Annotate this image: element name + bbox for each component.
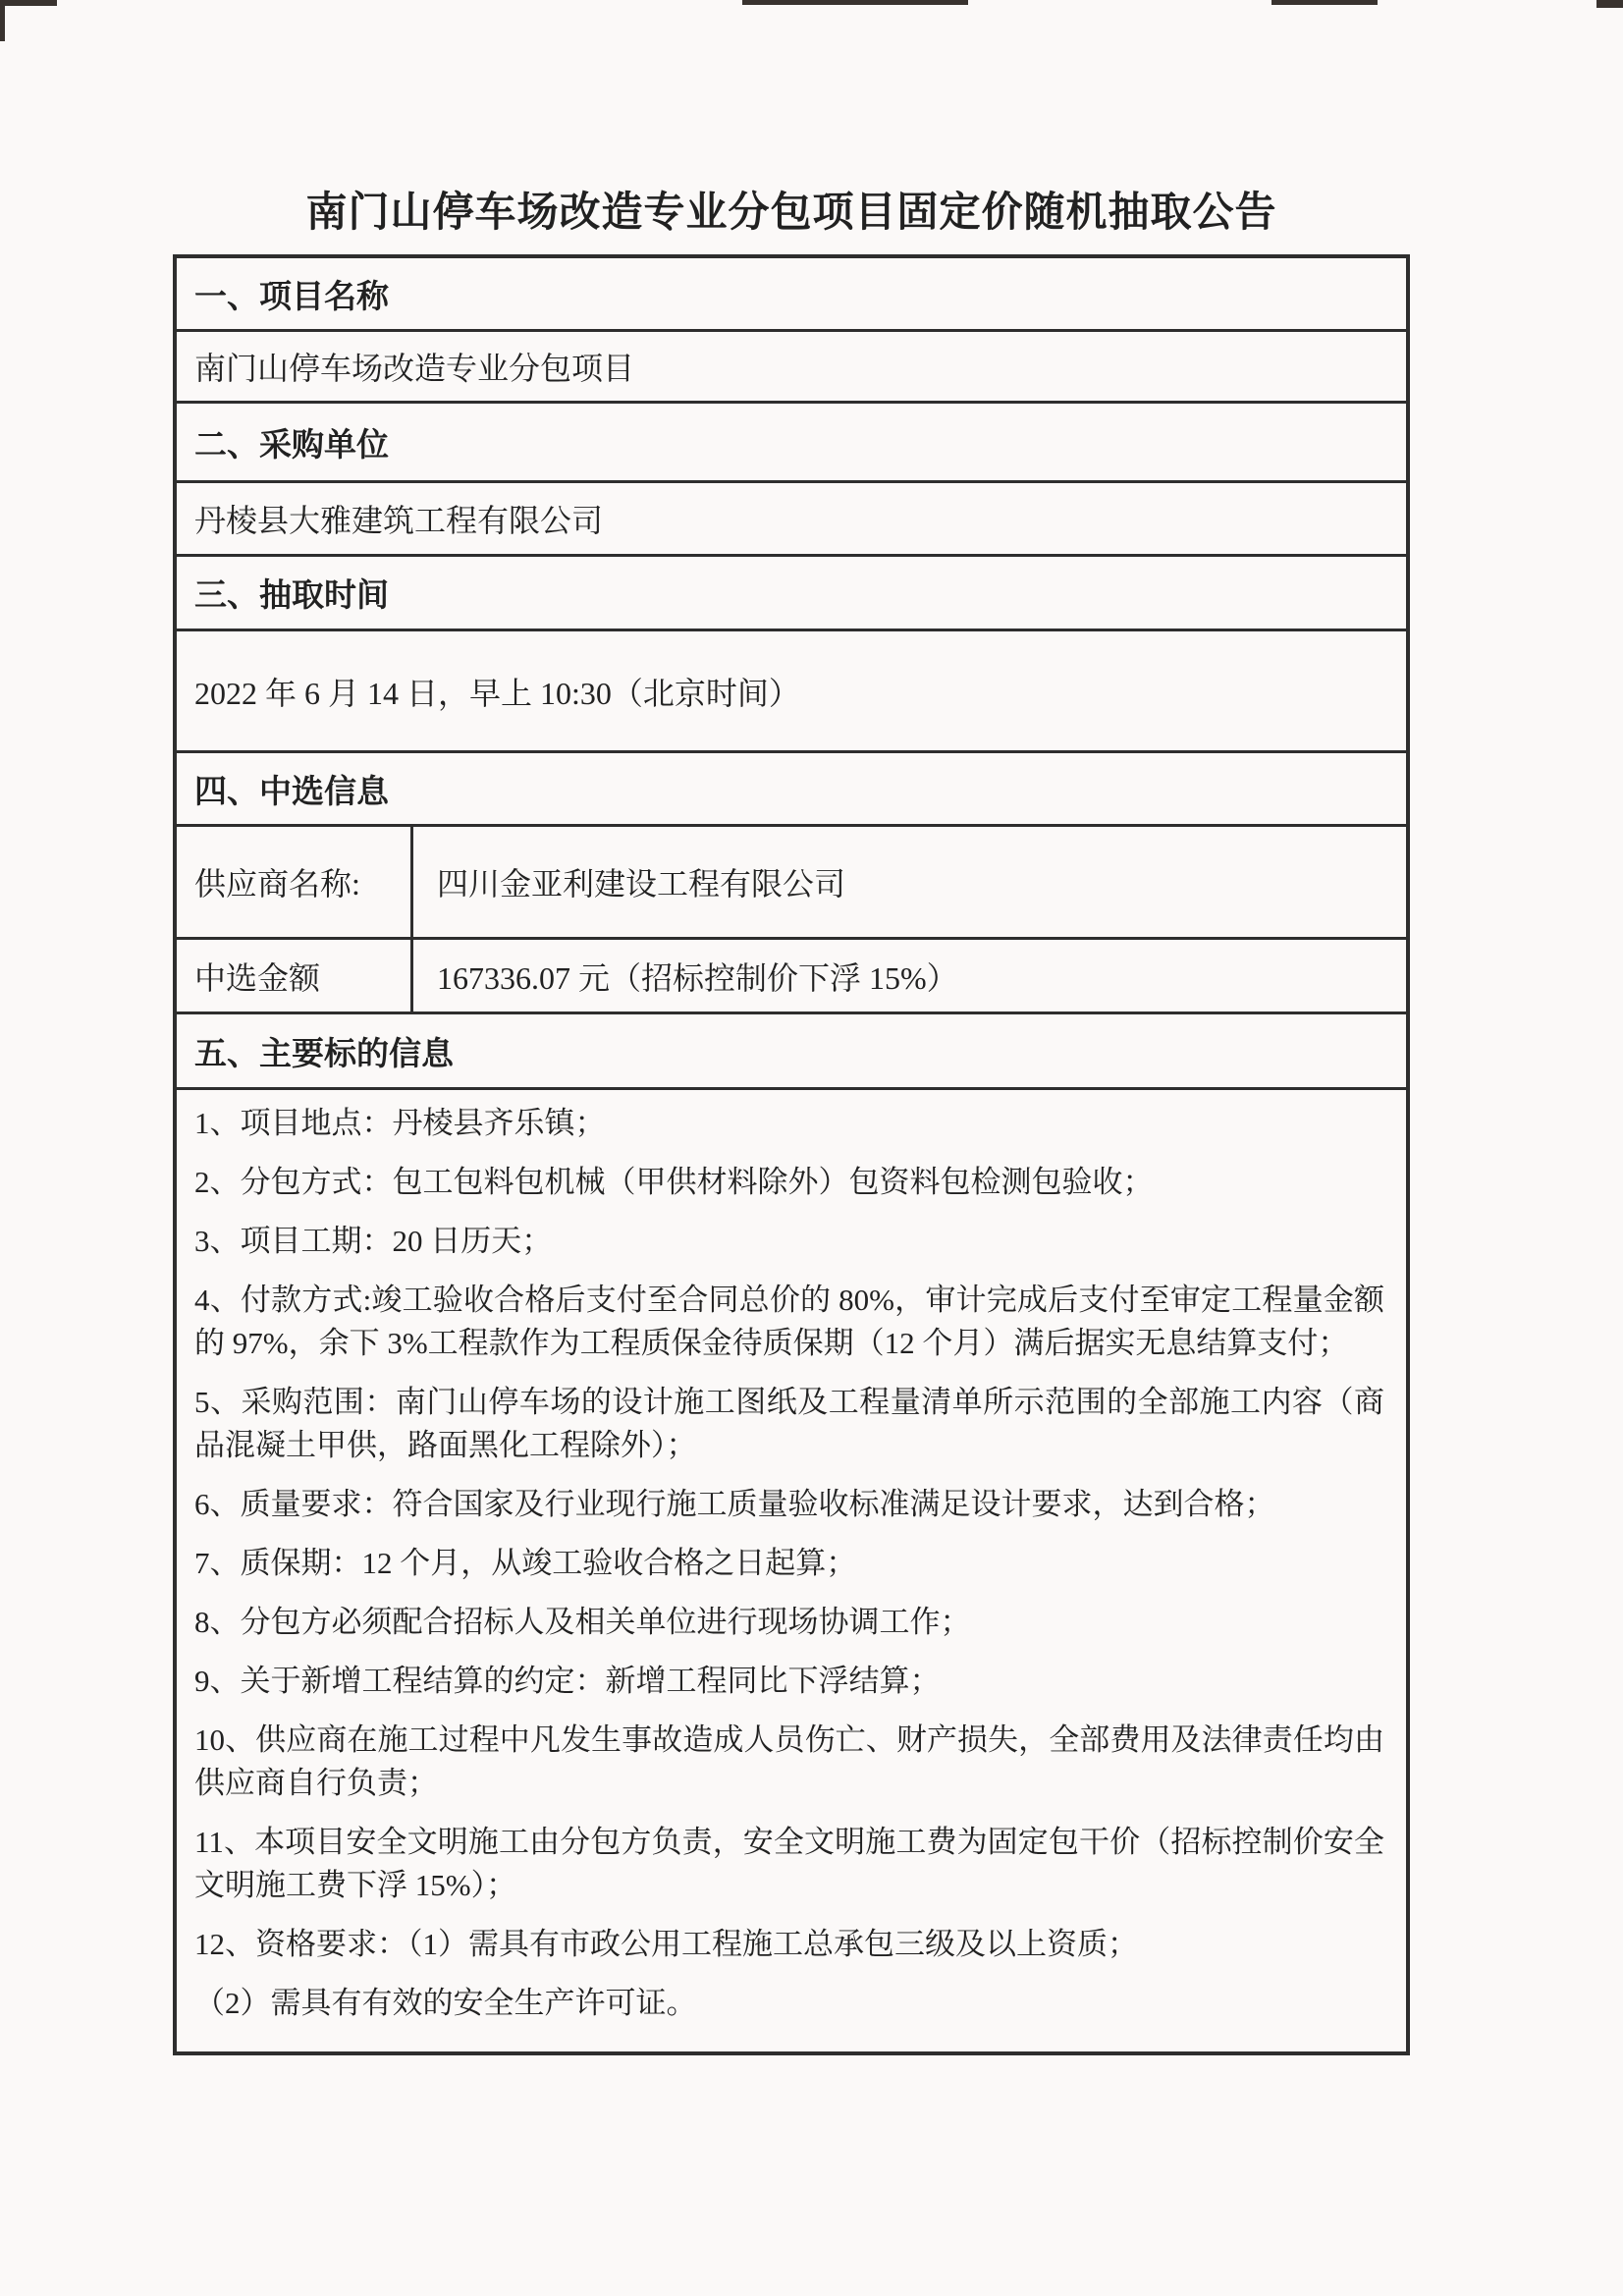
- subject-item-6: 6、质量要求：符合国家及行业现行施工质量验收标准满足设计要求，达到合格；: [194, 1487, 1275, 1521]
- section5-heading-row: 五、主要标的信息: [177, 1014, 1406, 1090]
- draw-time-row: 2022 年 6 月 14 日，早上 10:30（北京时间）: [177, 631, 1406, 753]
- announcement-table: [173, 254, 1410, 2055]
- subject-item-12b: （2）需具有有效的安全生产许可证。: [194, 1986, 697, 2020]
- section2-heading-row: 二、采购单位: [177, 404, 1406, 483]
- subject-item-7: 7、质保期：12 个月，从竣工验收合格之日起算；: [194, 1546, 857, 1580]
- supplier-name-row: [177, 827, 1406, 940]
- scan-artifact: [1596, 0, 1623, 8]
- subject-item-3: 3、项目工期：20 日历天；: [194, 1224, 553, 1258]
- subject-item-4: 4、付款方式:竣工验收合格后支付至合同总价的 80%，审计完成后支付至审定工程量金额的 97%，余下 3%工程款作为工程质保金待质保期（12 个月）满后据实无息结算支付；: [194, 1283, 1384, 1360]
- subject-item-2: 2、分包方式：包工包料包机械（甲供材料除外）包资料包检测包验收；: [194, 1165, 1154, 1199]
- subject-info-cell: [177, 1090, 1406, 2051]
- section4-heading-row: 四、中选信息: [177, 753, 1406, 827]
- selected-amount-label: 中选金额: [177, 940, 413, 1011]
- document-title: 南门山停车场改造专业分包项目固定价随机抽取公告: [305, 191, 1277, 236]
- scan-artifact: [0, 0, 5, 41]
- selected-amount-value: 167336.07 元（招标控制价下浮 15%）: [437, 959, 958, 996]
- procurement-unit-row: 丹棱县大雅建筑工程有限公司: [177, 483, 1406, 557]
- supplier-name-label: 供应商名称:: [177, 827, 413, 937]
- scan-artifact: [0, 0, 57, 6]
- subject-item-5: 5、采购范围：南门山停车场的设计施工图纸及工程量清单所示范围的全部施工内容（商品混凝土甲供，路面黑化工程除外）；: [194, 1385, 1384, 1462]
- selected-amount-row: [177, 940, 1406, 1014]
- section1-heading-row: 一、项目名称: [177, 258, 1406, 332]
- subject-item-10: 10、供应商在施工过程中凡发生事故造成人员伤亡、财产损失，全部费用及法律责任均由供应商自行负责；: [194, 1722, 1384, 1800]
- subject-item-1: 1、项目地点：丹棱县齐乐镇；: [194, 1106, 606, 1140]
- subject-item-11: 11、本项目安全文明施工由分包方负责，安全文明施工费为固定包干价（招标控制价安全文明施工费下浮 15%）；: [194, 1825, 1384, 1902]
- subject-item-12: 12、资格要求：（1）需具有市政公用工程施工总承包三级及以上资质；: [194, 1927, 1138, 1961]
- supplier-name-value: 四川金亚利建设工程有限公司: [437, 866, 846, 902]
- project-name-row: 南门山停车场改造专业分包项目: [177, 332, 1406, 404]
- subject-item-8: 8、分包方必须配合招标人及相关单位进行现场协调工作；: [194, 1605, 971, 1639]
- subject-item-9: 9、关于新增工程结算的约定：新增工程同比下浮结算；: [194, 1664, 941, 1698]
- document-content: [173, 0, 1410, 2055]
- section3-heading-row: 三、抽取时间: [177, 557, 1406, 631]
